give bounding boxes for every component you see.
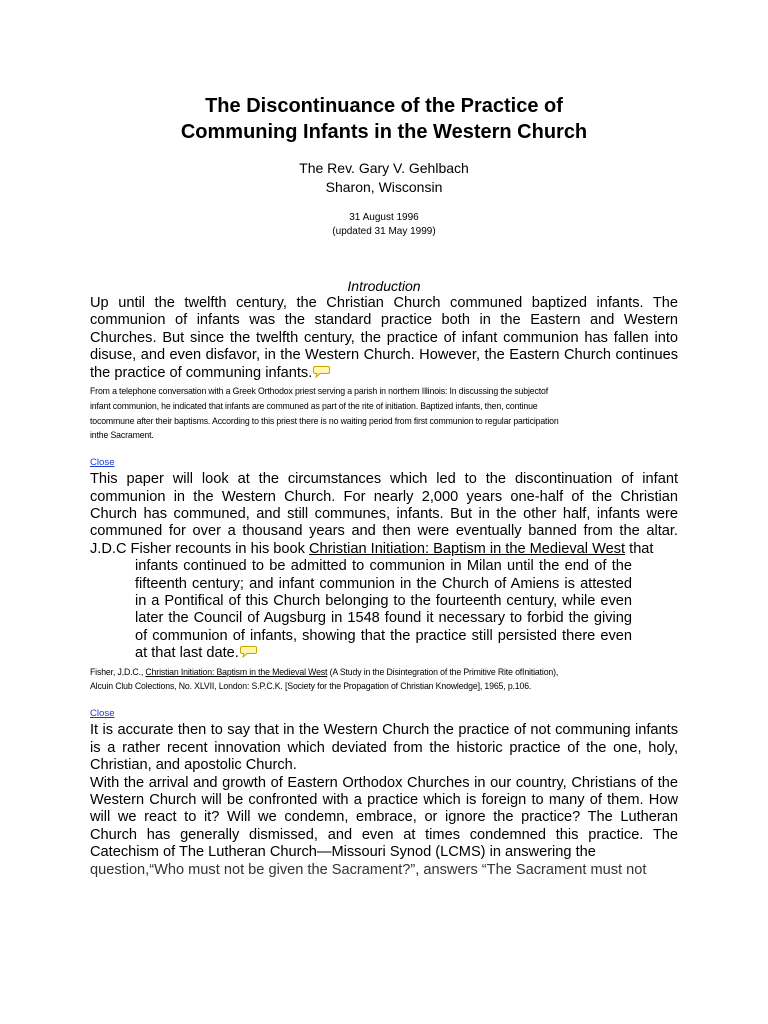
footnote-2-book: Christian Initiation: Baptism in the Medieval West xyxy=(145,665,328,677)
footnote-2-line-1: Fisher, J.D.C., Christian Initiation: Baptism in the Medieval West (A Study in the Disintegration of the Primitive Rite ofInitiation), xyxy=(90,665,559,677)
document-page xyxy=(90,0,678,879)
footnote-2 xyxy=(90,665,678,695)
comment-bubble-icon[interactable] xyxy=(313,365,330,383)
footnote-1-line-3: tocommune after their baptisms. According to this priest there is no waiting period from first communion to regular participation xyxy=(90,414,559,426)
author-name: The Rev. Gary V. Gehlbach xyxy=(299,160,469,176)
footnote-1-line-4: inthe Sacrament. xyxy=(90,429,154,441)
paragraph-2-tail: that xyxy=(629,540,654,557)
author-block xyxy=(90,159,678,197)
block-quote xyxy=(135,558,632,663)
paragraph-3: It is accurate then to say that in the Western Church the practice of not communing infants is a rather recent innovation which deviated from the historic practice of the one, holy, Christian, and apostolic Church. xyxy=(90,722,678,774)
comment-bubble-icon[interactable] xyxy=(240,645,257,663)
author-location: Sharon, Wisconsin xyxy=(325,179,443,195)
book-title-link: Christian Initiation: Baptism in the Medieval West xyxy=(309,540,626,557)
footnote-1-line-1: From a telephone conversation with a Greek Orthodox priest serving a parish in northern Illinois: In discussing the subjectof xyxy=(90,385,548,397)
paragraph-2-lead: J.D.C Fisher recounts in his book xyxy=(90,540,305,557)
publish-date: 31 August 1996 xyxy=(349,212,419,223)
section-heading: Introduction xyxy=(347,278,421,294)
close-link-1[interactable]: Close xyxy=(90,457,115,469)
paragraph-2 xyxy=(90,471,678,558)
paragraph-1-text: Up until the twelfth century, the Christian Church communed baptized infants. The communion of infants was the standard practice both in the Eastern and Western Churches. But since the twelfth century, the practice of infant communion has fallen into disuse, and even disfavor, in the Western Church. However, the Eastern Church continues the practice of communing infants. xyxy=(90,295,678,381)
paragraph-4-last-line: question,“Who must not be given the Sacrament?”, answers “The Sacrament must not xyxy=(90,861,647,878)
footnote-1 xyxy=(90,384,678,443)
title-line-1: The Discontinuance of the Practice of xyxy=(205,95,563,117)
document-title xyxy=(90,93,678,145)
footnote-2-line-2: Alcuin Club Colections, No. XLVII, London: S.P.C.K. [Society for the Propagation of Christian Knowledge], 1965, p.106. xyxy=(90,680,532,692)
paragraph-1 xyxy=(90,295,678,383)
date-block xyxy=(90,211,678,239)
footnote-1-line-2: infant communion, he indicated that infants are communed as part of the rite of initiation. Baptized infants, then, continue xyxy=(90,399,538,411)
paragraph-4: With the arrival and growth of Eastern Orthodox Churches in our country, Christians of the Western Church will be confronted with a practice which is foreign to many of them. How will we react to it? Will we condemn, embrace, or ignore the practice? The Lutheran Church has generally dismissed, and even at times condemned this practice. The Catechism of The Lutheran Church—Missouri Synod (LCMS) in answering the xyxy=(90,774,678,861)
title-line-2: Communing Infants in the Western Church xyxy=(180,121,588,143)
paragraph-2-text: This paper will look at the circumstances which led to the discontinuation of infant communion in the Western Church. For nearly 2,000 years one-half of the Christian Church has communed, and still communes, infants. But in the other half, infants were communed for over a thousand years and then were eventually banned from the altar. xyxy=(90,471,678,540)
block-quote-text: infants continued to be admitted to communion in Milan until the end of the fifteenth century; and infant communion in the Church of Amiens is attested in a Pontifical of this Church belonging to the fourteenth century, while even later the Council of Augsburg in 1548 found it necessary to forbid the giving of communion of infants, showing that the practice still persisted there even at that last date. xyxy=(135,558,632,662)
updated-date: (updated 31 May 1999) xyxy=(332,226,436,237)
close-link-2[interactable]: Close xyxy=(90,708,115,720)
